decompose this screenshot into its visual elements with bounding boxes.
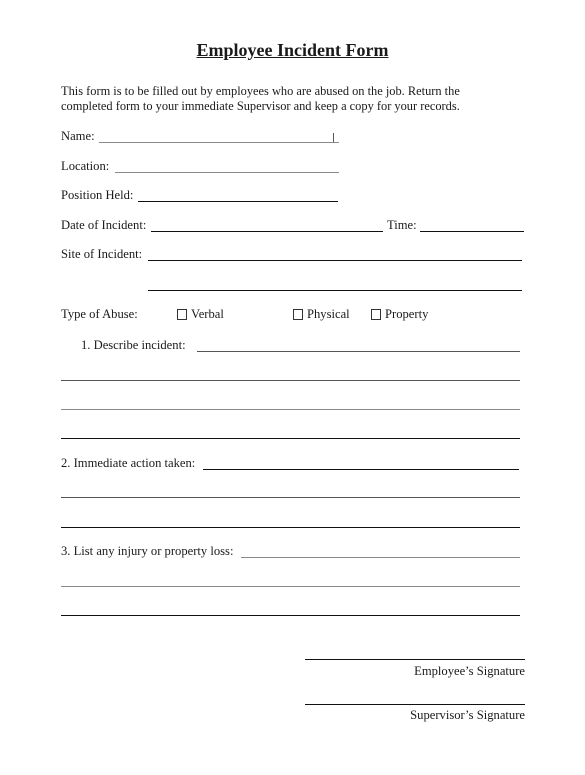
describe-incident-line-2[interactable] [61, 380, 520, 381]
injury-loss-field[interactable] [241, 557, 520, 558]
property-option-label: Property [385, 307, 429, 321]
employee-signature-label: Employee’s Signature [414, 664, 525, 678]
verbal-option-label: Verbal [191, 307, 224, 321]
date-of-incident-label: Date of Incident: [61, 218, 147, 232]
physical-checkbox[interactable] [293, 309, 303, 320]
form-intro [61, 84, 531, 114]
site-of-incident-field[interactable] [148, 260, 522, 261]
immediate-action-field[interactable] [203, 469, 519, 470]
position-held-label: Position Held: [61, 188, 134, 202]
site-of-incident-label: Site of Incident: [61, 247, 143, 261]
immediate-action-line-2[interactable] [61, 497, 520, 498]
immediate-action-line-3[interactable] [61, 527, 520, 528]
time-label: Time: [387, 218, 417, 232]
describe-incident-line-3[interactable] [61, 409, 520, 410]
supervisor-signature-line[interactable] [305, 704, 525, 705]
injury-loss-label: 3. List any injury or property loss: [61, 544, 234, 558]
employee-signature-line[interactable] [305, 659, 525, 660]
supervisor-signature-label: Supervisor’s Signature [410, 708, 525, 722]
immediate-action-label: 2. Immediate action taken: [61, 456, 196, 470]
position-held-field[interactable] [138, 201, 338, 202]
verbal-checkbox[interactable] [177, 309, 187, 320]
name-field-end-mark [333, 133, 334, 142]
describe-incident-line-4[interactable] [61, 438, 520, 439]
time-field[interactable] [420, 231, 524, 232]
form-title: Employee Incident Form [196, 40, 389, 60]
site-of-incident-field-line-2[interactable] [148, 290, 522, 291]
intro-line-1: This form is to be filled out by employees who are abused on the job. Return the [61, 84, 460, 98]
date-of-incident-field[interactable] [151, 231, 383, 232]
intro-line-2: completed form to your immediate Supervisor and keep a copy for your records. [61, 99, 460, 113]
name-field[interactable] [99, 142, 339, 143]
describe-incident-label: 1. Describe incident: [81, 338, 186, 352]
property-checkbox[interactable] [371, 309, 381, 320]
describe-incident-field[interactable] [197, 351, 520, 352]
injury-loss-line-2[interactable] [61, 586, 520, 587]
physical-option-label: Physical [307, 307, 350, 321]
location-label: Location: [61, 159, 110, 173]
type-of-abuse-label: Type of Abuse: [61, 307, 138, 321]
name-label: Name: [61, 129, 95, 143]
injury-loss-line-3[interactable] [61, 615, 520, 616]
location-field[interactable] [115, 172, 339, 173]
